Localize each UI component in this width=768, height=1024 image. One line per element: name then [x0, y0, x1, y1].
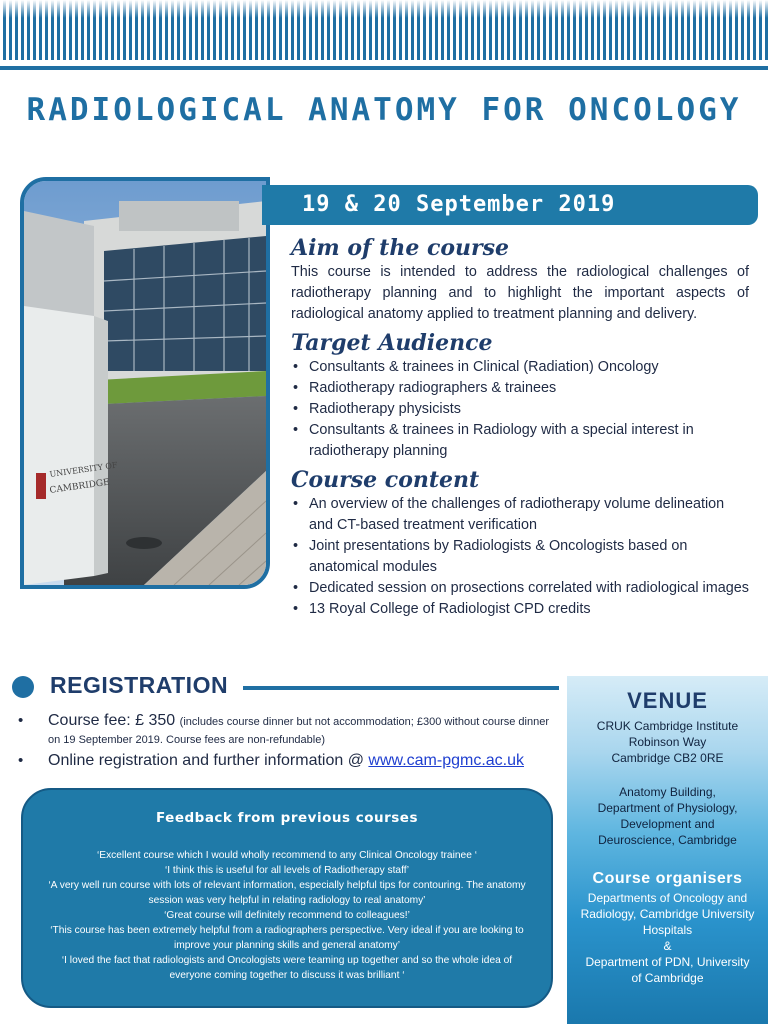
- venue-address-1: [567, 718, 768, 766]
- list-item: • Dedicated session on prosections correlated with radiological images: [291, 578, 749, 599]
- audience-heading: Target Audience: [291, 330, 493, 356]
- online-label: Online registration and further information @: [48, 752, 364, 769]
- fee-note: (includes course dinner but not accommodation; £300 without course dinner on 19 September 2019. Course fees are non-refundable): [48, 716, 549, 746]
- list-item: • An overview of the challenges of radiotherapy volume delineation and CT-based treatment verification: [291, 494, 749, 536]
- content-list: [291, 494, 749, 620]
- address-line: Robinson Way: [628, 735, 707, 749]
- organisers-list: [567, 890, 768, 986]
- organisers-heading: Course organisers: [592, 870, 743, 887]
- venue-heading: VENUE: [627, 688, 708, 713]
- feedback-quote: ‘This course has been extremely helpful from a radiographers perspective. Very ideal if you are looking to improve your planning skills and general anatomy’: [50, 925, 524, 951]
- sign-line2: CAMBRIDGE: [49, 477, 111, 496]
- address-line: Development and: [620, 817, 715, 831]
- header-stripes-fade: [0, 0, 768, 18]
- feedback-panel: [21, 788, 553, 1008]
- online-item: [18, 752, 564, 770]
- aim-text: This course is intended to address the radiological challenges of radiotherapy planning and to highlight the important aspects of radiological anatomy applied to treatment planning and delivery.: [291, 264, 749, 322]
- address-line: Cambridge CB2 0RE: [611, 751, 724, 765]
- organiser-line: Departments of Oncology and: [587, 891, 748, 905]
- address-line: CRUK Cambridge Institute: [596, 719, 739, 733]
- address-line: Deuroscience, Cambridge: [598, 833, 737, 847]
- feedback-quote: ‘A very well run course with lots of relevant information, especially helpful tips for contouring. The anatomy session was very helpful in relating radiology to real anatomy’: [48, 880, 526, 906]
- organiser-line: of Cambridge: [631, 971, 704, 985]
- audience-list: [291, 357, 749, 462]
- organiser-line: &: [663, 939, 672, 953]
- sign-line1: UNIVERSITY OF: [49, 460, 119, 479]
- registration-dot-icon: [12, 676, 34, 698]
- feedback-heading: Feedback from previous courses: [156, 810, 418, 826]
- feedback-quotes: [45, 848, 529, 983]
- feedback-quote: ‘I loved the fact that radiologists and Oncologists were teaming up together and so the whole idea of everyone coming together to discuss it was brilliant ‘: [61, 955, 513, 981]
- aim-heading: Aim of the course: [291, 235, 510, 261]
- feedback-quote: ‘Great course will definitely recommend to colleagues!’: [164, 910, 410, 921]
- page-title: RADIOLOGICAL ANATOMY FOR ONCOLOGY: [26, 92, 742, 128]
- content-heading: Course content: [291, 467, 480, 493]
- organiser-line: Department of PDN, University: [585, 955, 750, 969]
- fee-item: [18, 712, 564, 748]
- registration-list: [18, 712, 564, 770]
- address-line: Department of Physiology,: [597, 801, 738, 815]
- list-item: • 13 Royal College of Radiologist CPD credits: [291, 599, 749, 620]
- feedback-quote: ‘I think this is useful for all levels of Radiotherapy staff’: [164, 865, 410, 876]
- date-banner: [262, 185, 758, 225]
- bullet-icon: •: [18, 712, 24, 729]
- list-item: • Radiotherapy radiographers & trainees: [291, 378, 749, 399]
- list-item: • Consultants & trainees in Radiology with a special interest in radiotherapy planning: [291, 420, 749, 462]
- registration-heading: REGISTRATION: [50, 672, 229, 698]
- bullet-icon: •: [18, 752, 24, 769]
- address-line: Anatomy Building,: [619, 785, 716, 799]
- list-item: • Joint presentations by Radiologists & Oncologists based on anatomical modules: [291, 536, 749, 578]
- fee-label: Course fee: £ 350: [48, 712, 176, 729]
- building-photo: [20, 177, 270, 589]
- registration-rule: [243, 686, 559, 690]
- registration-link[interactable]: www.cam-pgmc.ac.uk: [368, 752, 524, 769]
- organiser-line: Radiology, Cambridge University: [580, 907, 755, 921]
- venue-panel: [567, 676, 768, 1024]
- feedback-quote: ‘Excellent course which I would wholly recommend to any Clinical Oncology trainee ‘: [97, 850, 477, 861]
- course-date: 19 & 20 September 2019: [302, 192, 616, 217]
- organiser-line: Hospitals: [642, 923, 693, 937]
- list-item: • Radiotherapy physicists: [291, 399, 749, 420]
- venue-address-2: [567, 784, 768, 848]
- header-rule: [0, 66, 768, 70]
- course-details: [291, 234, 749, 624]
- list-item: • Consultants & trainees in Clinical (Radiation) Oncology: [291, 357, 749, 378]
